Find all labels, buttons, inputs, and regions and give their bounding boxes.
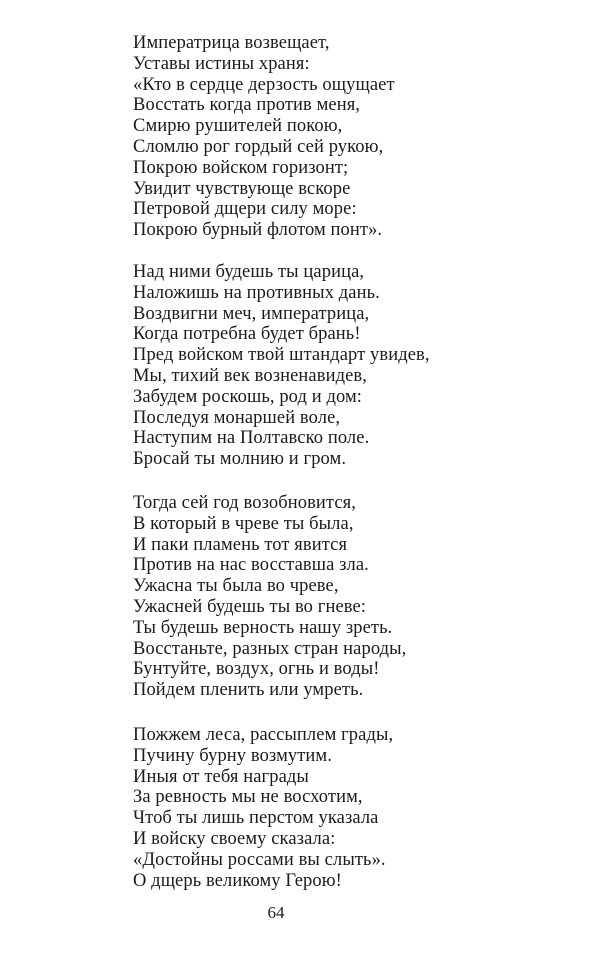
verse-line: Пожжем леса, рассыплем грады, — [133, 725, 394, 745]
verse-line: Против на нас восставша зла. — [133, 555, 369, 576]
verse-line: Сломлю рог гордый сей рукою, — [133, 136, 384, 157]
stanza-1 — [133, 33, 573, 241]
verse-line: «Достойны россами вы слыть». — [133, 849, 386, 870]
verse-line: Бунтуйте, воздух, огнь и воды! — [133, 659, 380, 680]
verse-line: Восстаньте, разных стран народы, — [133, 638, 407, 659]
verse-line: Покрою войском горизонт; — [133, 157, 349, 178]
verse-line: Пред войском твой штандарт увидев, — [133, 345, 430, 366]
verse-line: Уставы истины храня: — [133, 53, 310, 74]
stanza-2 — [133, 262, 573, 470]
verse-line: За ревность мы не восхотим, — [133, 787, 363, 808]
verse-line: Забудем роскошь, род и дом: — [133, 386, 363, 407]
page-number: 64 — [267, 903, 285, 922]
verse-line: Восстать когда против меня, — [133, 95, 361, 116]
stanza-4 — [133, 725, 573, 891]
verse-line: Увидит чувствующе вскоре — [133, 178, 351, 199]
verse-line: Чтоб ты лишь перстом указала — [133, 808, 379, 829]
verse-line: Смирю рушителей покою, — [133, 116, 343, 137]
verse-line: Пойдем пленить или умреть. — [133, 680, 364, 701]
verse-line: Иныя от тебя награды — [133, 766, 309, 787]
verse-line: Над ними будешь ты царица, — [133, 262, 365, 282]
verse-line: Покрою бурный флотом понт». — [133, 220, 383, 241]
verse-line: «Кто в сердце дерзость ощущает — [133, 74, 395, 95]
verse-line: В который в чреве ты была, — [133, 513, 354, 534]
stanza-3 — [133, 493, 573, 701]
verse-line: Когда потребна будет брань! — [133, 324, 361, 345]
verse-line: Ужасней будешь ты во гневе: — [133, 596, 367, 617]
verse-line: Мы, тихий век возненавидев, — [133, 365, 367, 386]
verse-line: Императрица возвещает, — [133, 33, 330, 53]
verse-line: И паки пламень тот явится — [133, 534, 348, 555]
verse-line: Наложишь на противных дань. — [133, 282, 380, 303]
verse-line: Тогда сей год возобновится, — [133, 493, 356, 513]
verse-line: Последуя монаршей воле, — [133, 407, 341, 428]
verse-line: Бросай ты молнию и гром. — [133, 449, 347, 470]
verse-line: Воздвигни меч, императрица, — [133, 303, 370, 324]
verse-line: И войску своему сказала: — [133, 828, 336, 849]
verse-line: О дщерь великому Герою! — [133, 870, 342, 891]
verse-line: Ужасна ты была во чреве, — [133, 576, 339, 597]
verse-line: Ты будешь верность нашу зреть. — [133, 617, 393, 638]
verse-line: Пучину бурну возмутим. — [133, 745, 332, 766]
verse-line: Наступим на Полтавско поле. — [133, 428, 370, 449]
verse-line: Петровой дщери силу море: — [133, 199, 357, 220]
